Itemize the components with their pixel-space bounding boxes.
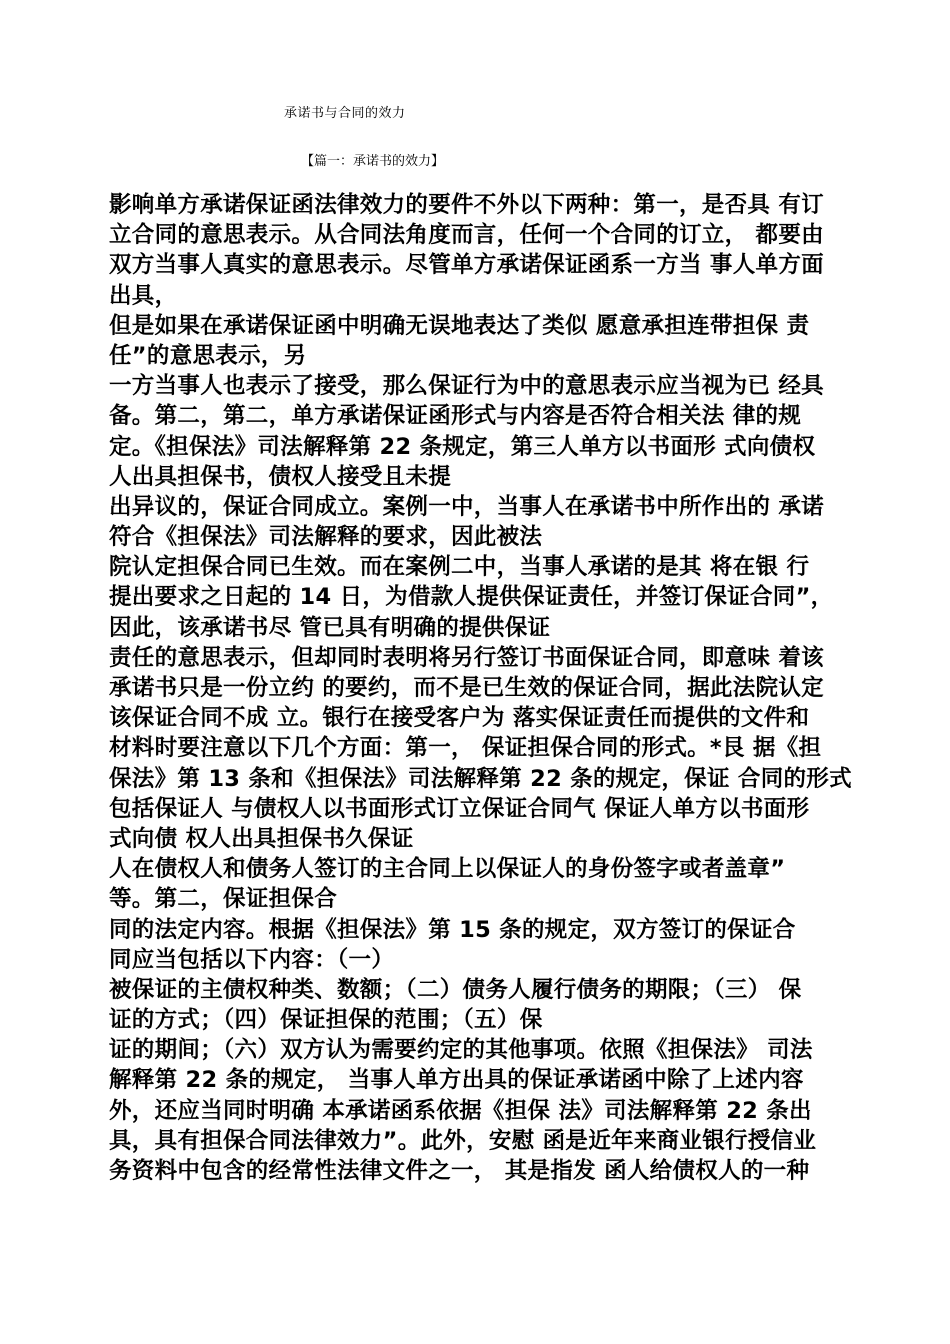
body-line: 但是如果在承诺保证函中明确无误地表达了类似 愿意承担连带担保 责 bbox=[109, 312, 810, 339]
body-line: 符合《担保法》司法解释的要求，因此被法 bbox=[109, 524, 543, 551]
body-line: 材料时要注意以下几个方面：第一， 保证担保合同的形式。*艮 据《担 bbox=[109, 735, 822, 762]
body-line: 等。第二，保证担保合 bbox=[109, 886, 338, 913]
body-line: 承诺书只是一份立约 的要约，而不是已生效的保证合同，据此法院认定 bbox=[109, 675, 824, 701]
body-line: 双方当事人真实的意思表示。尽管单方承诺保证函系一方当 事人单方面 bbox=[109, 252, 824, 279]
body-line: 该保证合同不成 立。银行在接受客户为 落实保证责任而提供的文件和 bbox=[109, 705, 810, 732]
body-line: 同的法定内容。根据《担保法》第 15 条的规定，双方签订的保证合 bbox=[109, 916, 796, 943]
body-line: 备。第二，第二，单方承诺保证函形式与内容是否符合相关法 律的规 bbox=[109, 403, 802, 430]
body-line: 人在债权人和债务人签订的主合同上以保证人的身份签字或者盖章” bbox=[109, 856, 786, 883]
body-line: 务资料中包含的经常性法律文件之一， 其是指发 函人给债权人的一种 bbox=[109, 1158, 810, 1184]
body-line: 任”的意思表示，另 bbox=[109, 342, 307, 369]
body-line: 证的方式；（四）保证担保的范围；（五）保 bbox=[109, 1007, 543, 1034]
body-line: 式向债 权人出具担保书久保证 bbox=[109, 825, 414, 852]
body-line: 保法》第 13 条和《担保法》司法解释第 22 条的规定，保证 合同的形式 bbox=[109, 765, 852, 792]
body-text bbox=[109, 190, 869, 1186]
body-line: 外，还应当同时明确 本承诺函系依据《担保 法》司法解释第 22 条出 bbox=[109, 1097, 812, 1124]
body-line: 人出具担保书，债权人接受且未提 bbox=[109, 463, 452, 490]
body-line: 出具， bbox=[109, 282, 178, 309]
body-line: 解释第 22 条的规定， 当事人单方出具的保证承诺函中除了上述内容 bbox=[109, 1067, 804, 1094]
body-line: 因此，该承诺书尽 管已具有明确的提供保证 bbox=[109, 614, 551, 641]
body-line: 被保证的主债权种类、数额；（二）债务人履行债务的期限；（三） 保 bbox=[109, 976, 802, 1003]
body-line: 院认定担保合同已生效。而在案例二中，当事人承诺的是其 将在银 行 bbox=[109, 554, 810, 581]
body-line: 立合同的意思表示。从合同法角度而言，任何一个合同的订立， 都要由 bbox=[109, 222, 824, 249]
body-line: 责任的意思表示，但却同时表明将另行签订书面保证合同，即意味 着该 bbox=[109, 644, 824, 671]
body-line: 影响单方承诺保证函法律效力的要件不外以下两种：第一，是否具 有订 bbox=[109, 192, 824, 218]
body-line: 证的期间；（六）双方认为需要约定的其他事项。依照《担保法》 司法 bbox=[109, 1037, 813, 1064]
body-line: 包括保证人 与债权人以书面形式订立保证合同气 保证人单方以书面形 bbox=[109, 795, 810, 822]
body-line: 定。《担保法》司法解释第 22 条规定，第三人单方以书面形 式向债权 bbox=[109, 433, 816, 460]
body-line: 同应当包括以下内容：（一） bbox=[109, 946, 395, 973]
body-line: 出异议的，保证合同成立。案例一中，当事人在承诺书中所作出的 承诺 bbox=[109, 493, 824, 520]
section-heading: 【篇一：承诺书的效力】 bbox=[301, 154, 445, 169]
body-line: 一方当事人也表示了接受，那么保证行为中的意思表示应当视为已 经具 bbox=[109, 373, 824, 400]
body-line: 提出要求之日起的 14 日，为借款人提供保证责任，并签订保证合同”， bbox=[109, 584, 834, 611]
document-title: 承诺书与合同的效力 bbox=[284, 106, 406, 121]
body-line: 具，具有担保合同法律效力”。此外，安慰 函是近年来商业银行授信业 bbox=[109, 1127, 817, 1154]
